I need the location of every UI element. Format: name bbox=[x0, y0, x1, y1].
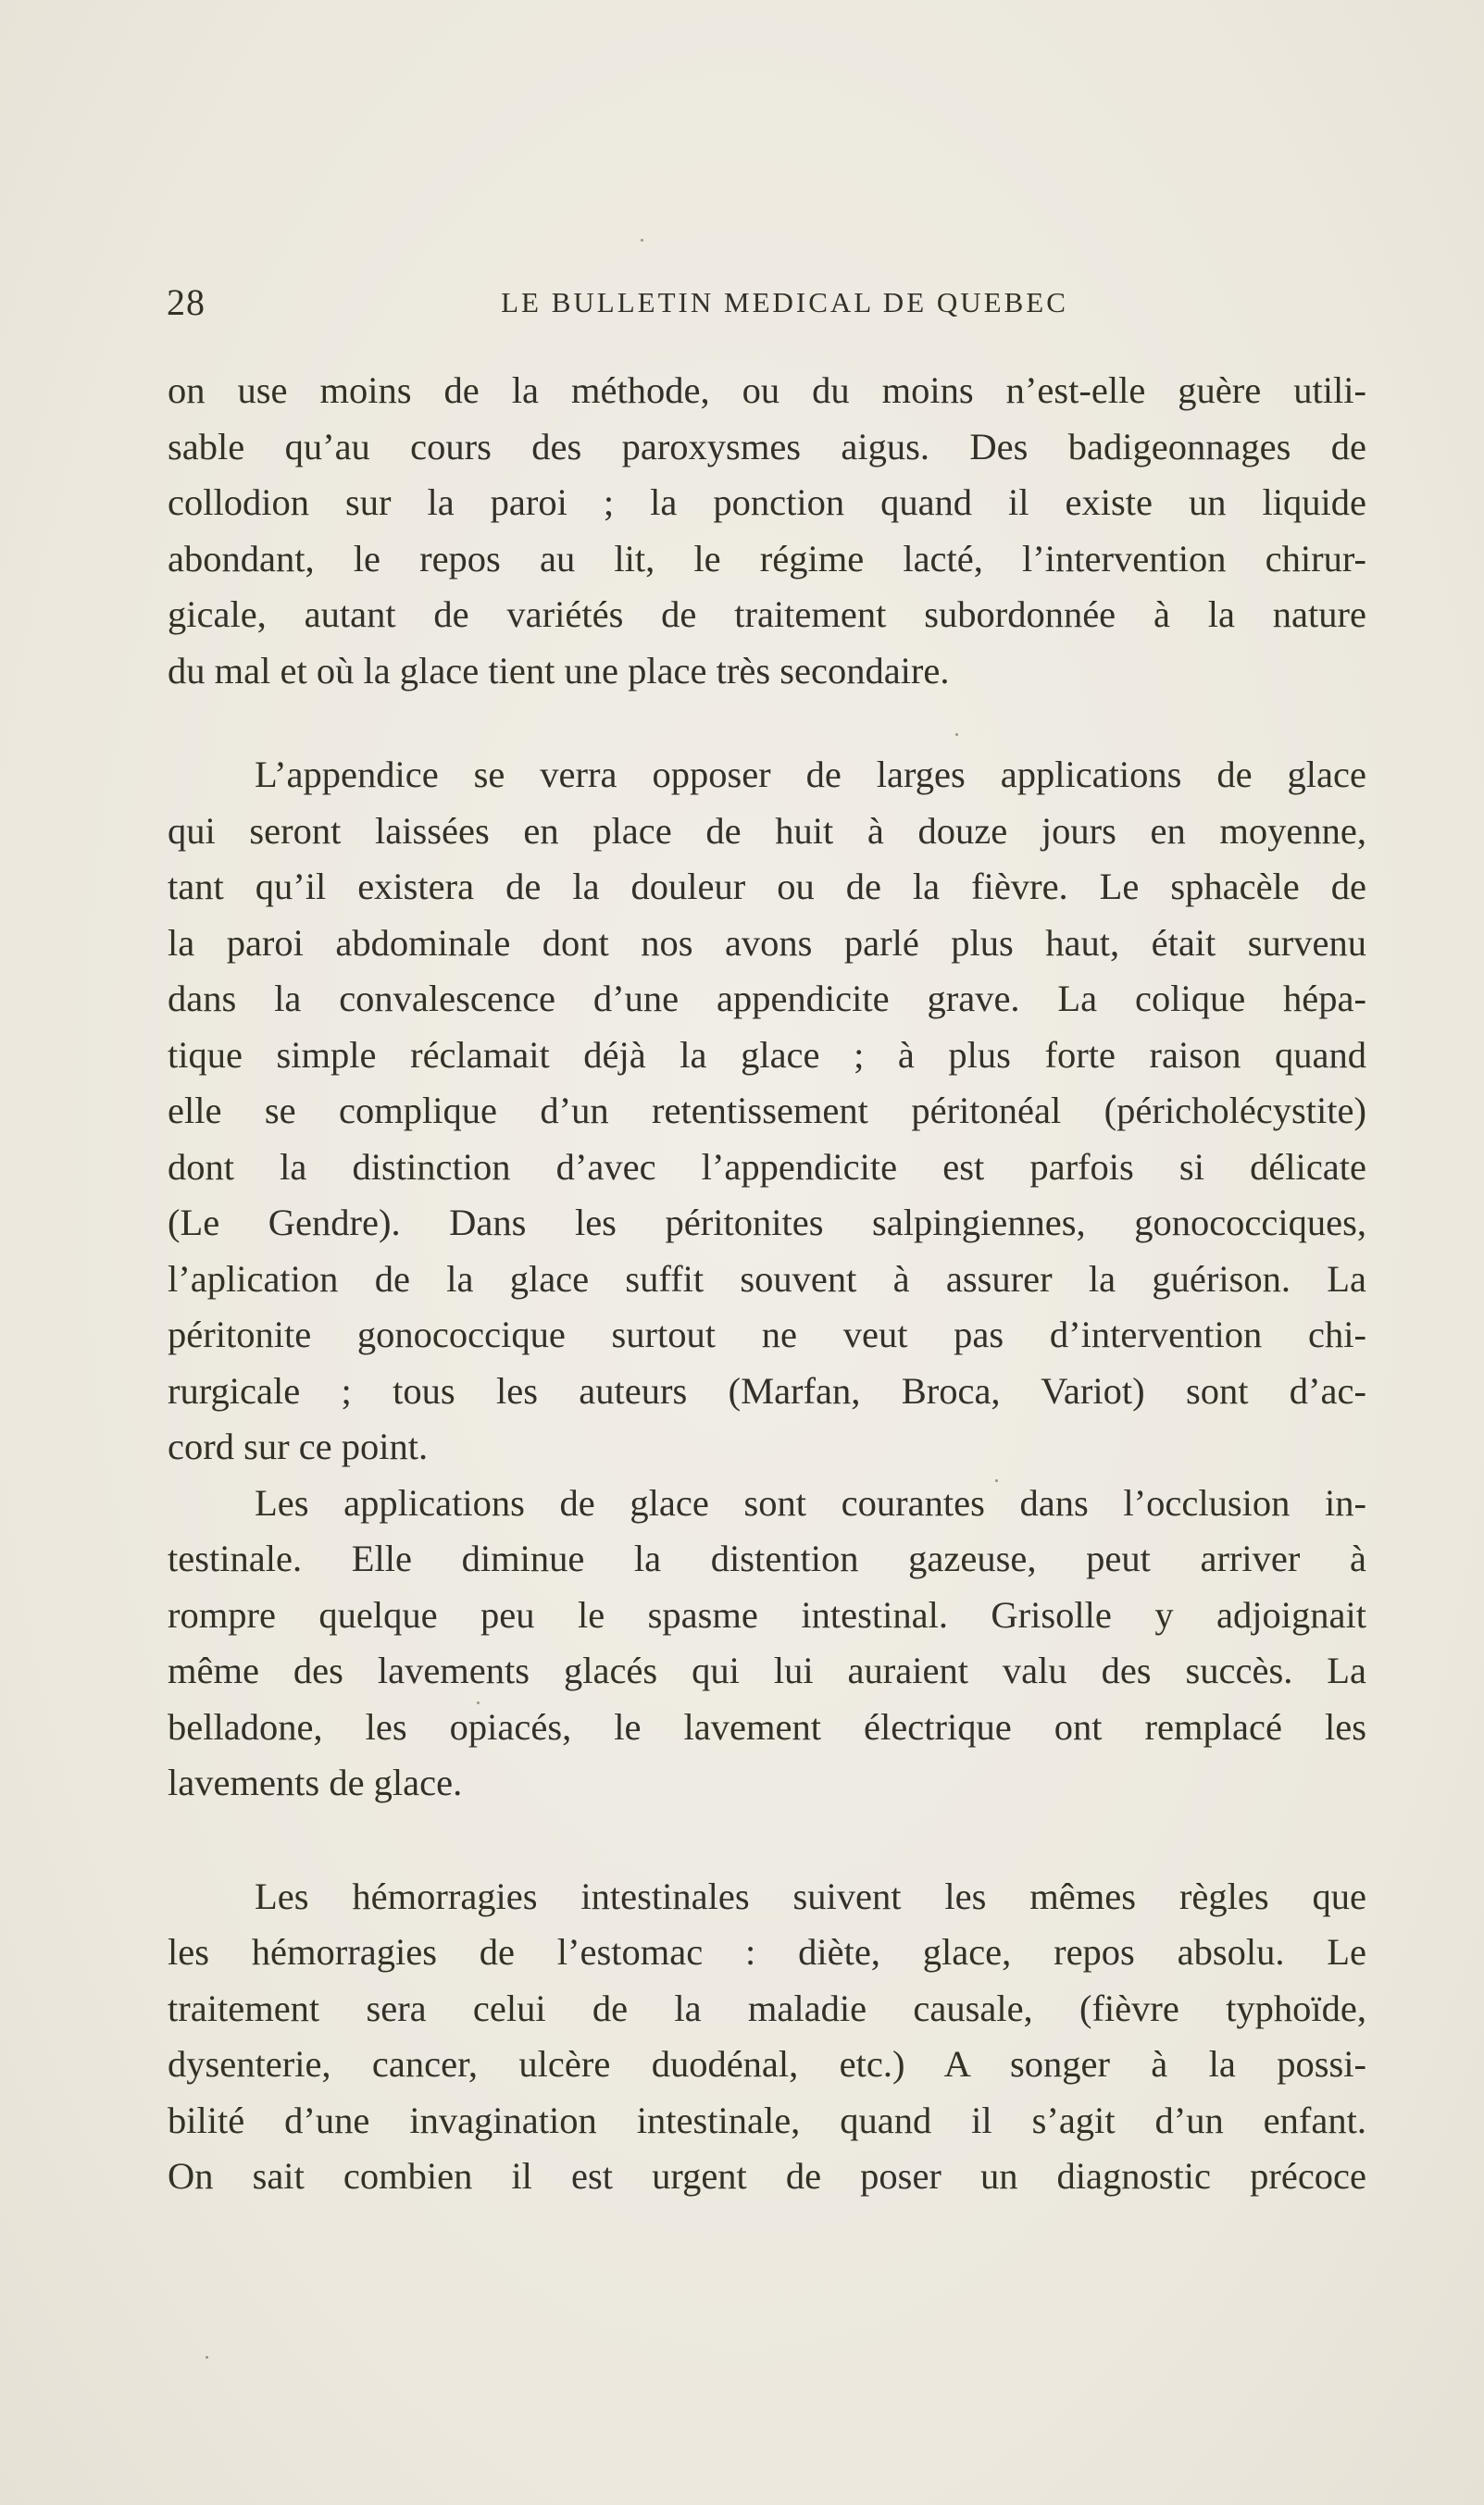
text-line: elle se complique d’un retentissement péritonéal (péricholécystite) bbox=[168, 1090, 1366, 1131]
body-text bbox=[168, 363, 1366, 2205]
page-number: 28 bbox=[167, 281, 206, 323]
text-line: belladone, les opiacés, le lavement électrique ont remplacé les bbox=[168, 1705, 1366, 1748]
text-line: même des lavements glacés qui lui auraient valu des succès. La bbox=[168, 1650, 1366, 1691]
text-line: gicale, autant de variétés de traitement subordonnée à la nature bbox=[168, 593, 1366, 635]
paper-speck bbox=[206, 2356, 208, 2359]
text-line: du mal et où la glace tient une place très secondaire. bbox=[168, 649, 950, 692]
text-line: péritonite gonococcique surtout ne veut pas d’intervention chi- bbox=[168, 1314, 1366, 1355]
text-line: dont la distinction d’avec l’appendicite est parfois si délicate bbox=[168, 1145, 1366, 1188]
running-head: LE BULLETIN MEDICAL DE QUEBEC bbox=[501, 286, 1068, 318]
text-line: qui seront laissées en place de huit à douze jours en moyenne, bbox=[168, 809, 1366, 852]
paragraph bbox=[168, 363, 1366, 699]
text-line: dysenterie, cancer, ulcère duodénal, etc.) A songer à la possi- bbox=[168, 2043, 1366, 2085]
text-line: testinale. Elle diminue la distention gazeuse, peut arriver à bbox=[168, 1538, 1366, 1579]
text-line: lavements de glace. bbox=[168, 1762, 463, 1803]
text-line: L’appendice se verra opposer de larges applications de glace bbox=[255, 754, 1366, 795]
text-line: (Le Gendre). Dans les péritonites salpingiennes, gonococciques, bbox=[168, 1202, 1366, 1243]
text-line: traitement sera celui de la maladie causale, (fièvre typhoïde, bbox=[168, 1987, 1366, 2029]
text-line: tique simple réclamait déjà la glace ; à plus forte raison quand bbox=[168, 1033, 1366, 1076]
page-header bbox=[167, 280, 1366, 326]
text-line: on use moins de la méthode, ou du moins n’est-elle guère utili- bbox=[168, 369, 1366, 411]
text-line: les hémorragies de l’estomac : diète, glace, repos absolu. Le bbox=[168, 1931, 1366, 1973]
text-line: sable qu’au cours des paroxysmes aigus. Des badigeonnages de bbox=[168, 425, 1366, 467]
paragraph bbox=[168, 1476, 1366, 1812]
text-line: l’aplication de la glace suffit souvent à assurer la guérison. La bbox=[168, 1257, 1366, 1300]
text-line: dans la convalescence d’une appendicite grave. La colique hépa- bbox=[168, 978, 1366, 1019]
text-line: rurgicale ; tous les auteurs (Marfan, Broca, Variot) sont d’ac- bbox=[168, 1369, 1366, 1412]
paragraph bbox=[168, 747, 1366, 1476]
paragraph bbox=[168, 1869, 1366, 2205]
paper-speck bbox=[995, 1479, 998, 1482]
text-line: bilité d’une invagination intestinale, quand il s’agit d’un enfant. bbox=[168, 2099, 1366, 2141]
text-line: cord sur ce point. bbox=[168, 1426, 429, 1467]
text-line: Les applications de glace sont courantes dans l’occlusion in- bbox=[255, 1481, 1366, 1524]
text-line: On sait combien il est urgent de poser un diagnostic précoce bbox=[168, 2155, 1366, 2197]
paper-speck bbox=[641, 239, 643, 242]
text-line: Les hémorragies intestinales suivent les mêmes règles que bbox=[255, 1875, 1366, 1917]
text-line: collodion sur la paroi ; la ponction quand il existe un liquide bbox=[168, 481, 1366, 523]
text-line: abondant, le repos au lit, le régime lacté, l’intervention chirur- bbox=[168, 537, 1366, 580]
text-line: rompre quelque peu le spasme intestinal. Grisolle y adjoignait bbox=[168, 1593, 1366, 1636]
text-line: tant qu’il existera de la douleur ou de la fièvre. Le sphacèle de bbox=[168, 866, 1366, 907]
paper-speck bbox=[477, 1701, 480, 1704]
paper-speck bbox=[955, 733, 958, 736]
text-line: la paroi abdominale dont nos avons parlé plus haut, était survenu bbox=[168, 921, 1366, 964]
